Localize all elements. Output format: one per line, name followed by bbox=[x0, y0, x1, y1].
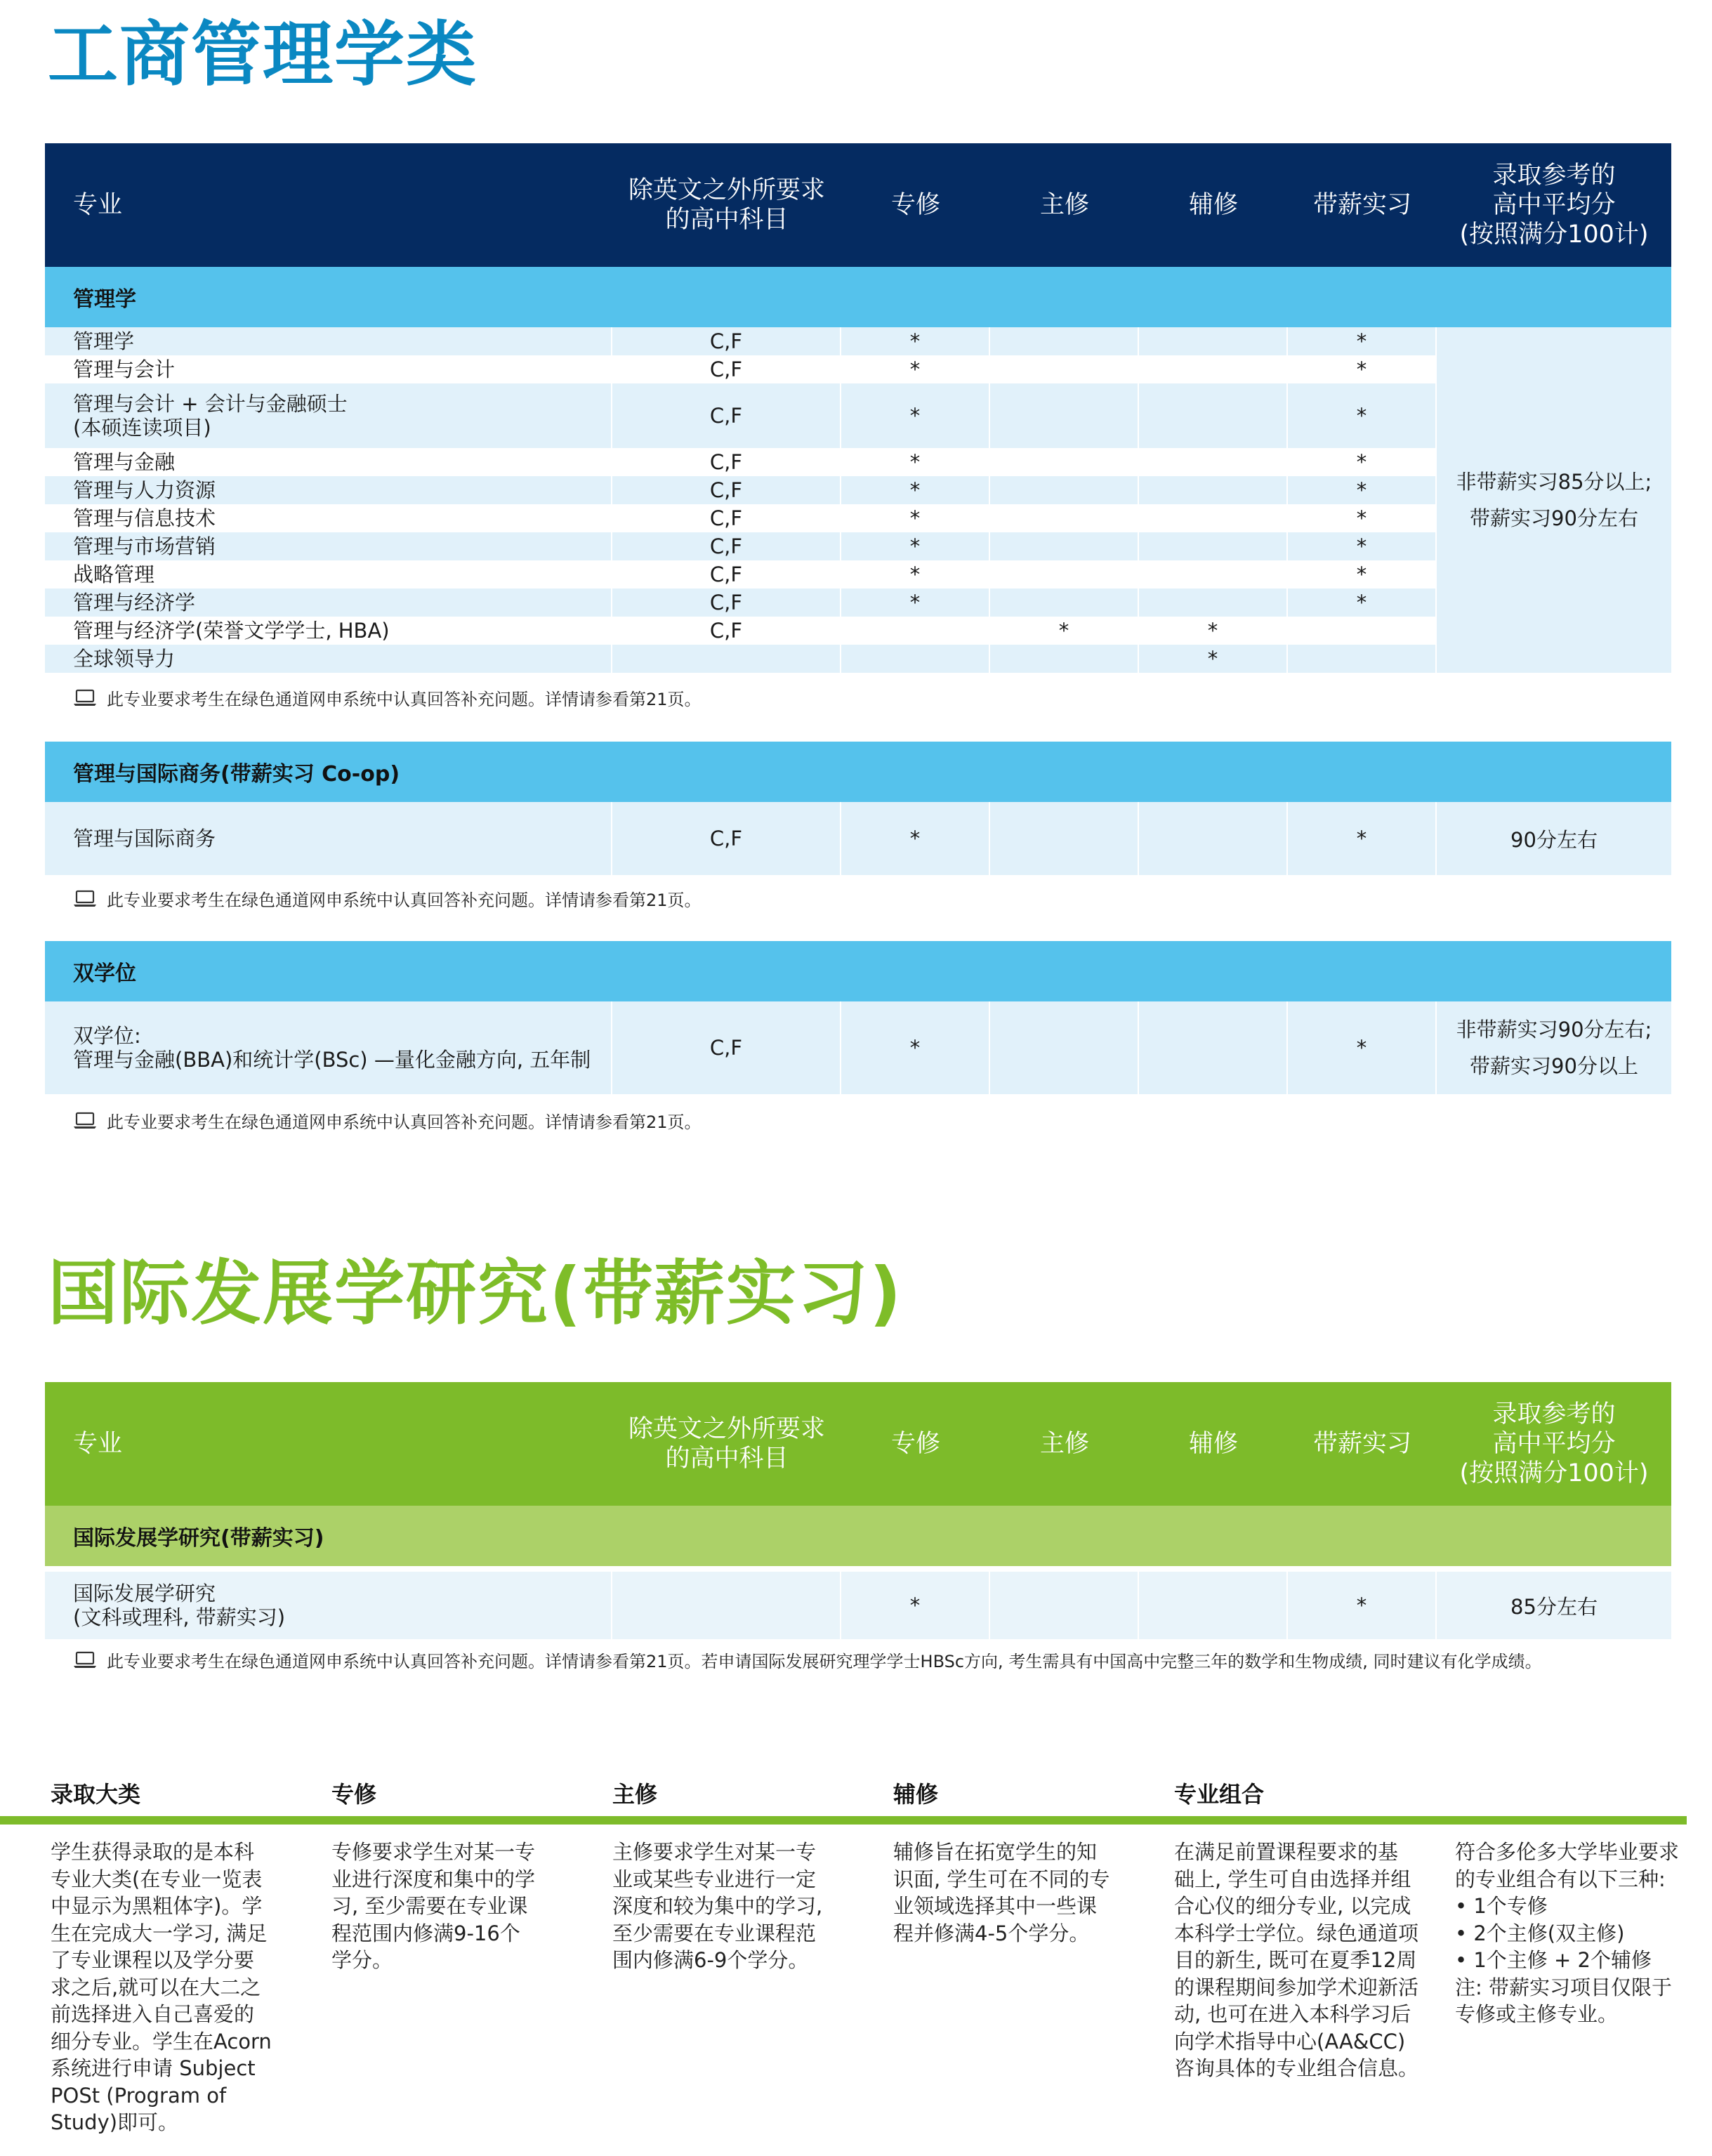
specialist-mark: * bbox=[841, 1572, 990, 1639]
table-row bbox=[45, 560, 1671, 589]
minor-mark bbox=[1139, 802, 1288, 875]
major-mark bbox=[990, 504, 1139, 532]
specialist-mark: * bbox=[841, 532, 990, 560]
group-rows bbox=[45, 327, 1671, 673]
table-row bbox=[45, 1572, 1671, 1639]
major-name: 国际发展学研究 (文科或理科, 带薪实习) bbox=[45, 1572, 612, 1639]
glossary-text: 符合多伦多大学毕业要求 的专业组合有以下三种: • 1个专修 • 2个主修(双主修) • 1个主修 + 2个辅修 注: 带薪实习项目仅限于 专修或主修专业。 bbox=[1455, 1840, 1680, 2026]
coop-mark bbox=[1288, 617, 1437, 645]
laptop-icon bbox=[73, 1651, 97, 1669]
major-name: 管理与会计 bbox=[45, 355, 612, 383]
coop-mark: * bbox=[1288, 327, 1437, 355]
col-header-subjects: 除英文之外所要求 的高中科目 bbox=[628, 176, 825, 234]
minor-mark bbox=[1139, 589, 1288, 617]
note: 此专业要求考生在绿色通道网申系统中认真回答补充问题。详情请参看第21页。 bbox=[73, 886, 702, 911]
coop-mark: * bbox=[1288, 1001, 1437, 1094]
divider bbox=[0, 1816, 1687, 1825]
major-mark bbox=[990, 560, 1139, 589]
minor-mark: * bbox=[1139, 617, 1288, 645]
major-mark: * bbox=[990, 617, 1139, 645]
major-mark bbox=[990, 476, 1139, 504]
score-cell: 非带薪实习90分左右; 带薪实习90分以上 bbox=[1456, 1018, 1652, 1078]
major-mark bbox=[990, 1572, 1139, 1639]
glossary-heading: 录取大类 bbox=[51, 1781, 141, 1808]
minor-mark: * bbox=[1139, 645, 1288, 673]
col-header-coop: 带薪实习 bbox=[1312, 191, 1411, 219]
specialist-mark: * bbox=[841, 560, 990, 589]
major-mark bbox=[990, 1001, 1139, 1094]
col-header-major: 专业 bbox=[73, 1430, 123, 1458]
subjects: C,F bbox=[612, 617, 841, 645]
subjects: C,F bbox=[612, 589, 841, 617]
glossary-heading: 辅修 bbox=[893, 1781, 939, 1808]
score-cell: 90分左右 bbox=[1510, 827, 1598, 852]
subjects: C,F bbox=[612, 383, 841, 448]
table-row bbox=[45, 327, 1671, 355]
major-name: 战略管理 bbox=[45, 560, 612, 589]
minor-mark bbox=[1139, 476, 1288, 504]
subjects: C,F bbox=[612, 448, 841, 476]
subjects bbox=[612, 1572, 841, 1639]
glossary-text: 专修要求学生对某一专 业进行深度和集中的学 习, 至少需要在专业课 程范围内修满9-16个 学分。 bbox=[331, 1840, 536, 1972]
table-row bbox=[45, 532, 1671, 560]
table-row bbox=[45, 1001, 1671, 1094]
coop-mark: * bbox=[1288, 560, 1437, 589]
major-name: 管理与人力资源 bbox=[45, 476, 612, 504]
table-row bbox=[45, 476, 1671, 504]
col-header-subjects: 除英文之外所要求 的高中科目 bbox=[628, 1415, 825, 1473]
minor-mark bbox=[1139, 448, 1288, 476]
minor-mark bbox=[1139, 504, 1288, 532]
table-row bbox=[45, 448, 1671, 476]
coop-mark: * bbox=[1288, 802, 1437, 875]
major-name: 管理与经济学 bbox=[45, 589, 612, 617]
major-mark bbox=[990, 802, 1139, 875]
major-name: 双学位: 管理与金融(BBA)和统计学(BSc) —量化金融方向, 五年制 bbox=[45, 1001, 612, 1094]
coop-mark: * bbox=[1288, 504, 1437, 532]
specialist-mark bbox=[841, 617, 990, 645]
score-cell: 85分左右 bbox=[1510, 1594, 1598, 1619]
table-row bbox=[45, 617, 1671, 645]
col-header-major-program: 主修 bbox=[1039, 191, 1089, 219]
specialist-mark: * bbox=[841, 448, 990, 476]
subjects: C,F bbox=[612, 476, 841, 504]
col-header-coop: 带薪实习 bbox=[1312, 1430, 1411, 1458]
major-name: 管理与国际商务 bbox=[45, 802, 612, 875]
major-name: 管理与经济学(荣誉文学学士, HBA) bbox=[45, 617, 612, 645]
subjects: C,F bbox=[612, 532, 841, 560]
glossary-text: 在满足前置课程要求的基 础上, 学生可自由选择并组 合心仪的细分专业, 以完成 本科学士学位。绿色通道项 目的新生, 既可在夏季12周 的课程期间参加学术迎新活 动, 也可在进入本科学习后 向学术指导中心(AA&CC) 咨询具体的专业组合信息。 bbox=[1174, 1840, 1419, 2080]
col-header-specialist: 专修 bbox=[890, 1430, 940, 1458]
section-title: 国际发展学研究(带薪实习) bbox=[48, 1252, 903, 1334]
specialist-mark: * bbox=[841, 504, 990, 532]
laptop-icon bbox=[73, 890, 97, 908]
col-header-specialist: 专修 bbox=[890, 191, 940, 219]
major-name: 管理与会计 + 会计与金融硕士 (本硕连读项目) bbox=[45, 383, 612, 448]
group-rows bbox=[45, 1572, 1671, 1639]
col-header-minor: 辅修 bbox=[1188, 191, 1238, 219]
major-name: 管理与金融 bbox=[45, 448, 612, 476]
page-title: 工商管理学类 bbox=[48, 13, 478, 96]
minor-mark bbox=[1139, 355, 1288, 383]
specialist-mark: * bbox=[841, 355, 990, 383]
glossary-text: 学生获得录取的是本科 专业大类(在专业一览表 中显示为黑粗体字)。学 生在完成大一学习, 满足 了专业课程以及学分要 求之后,就可以在大二之 前选择进入自己喜爱的 细分专业。学生在Acorn 系统进行申请 Subject POSt (Program of Study)即可。 bbox=[51, 1840, 272, 2134]
glossary-heading: 专修 bbox=[331, 1781, 377, 1808]
col-header-major: 专业 bbox=[73, 191, 123, 219]
glossary-heading: 专业组合 bbox=[1174, 1781, 1265, 1808]
glossary-text: 辅修旨在拓宽学生的知 识面, 学生可在不同的专 业领域选择其中一些课 程并修满4-5个学分。 bbox=[893, 1840, 1110, 1945]
majors-table-header bbox=[45, 143, 1671, 267]
group-header: 管理与国际商务(带薪实习 Co-op) bbox=[45, 742, 1671, 802]
minor-mark bbox=[1139, 1001, 1288, 1094]
minor-mark bbox=[1139, 327, 1288, 355]
major-mark bbox=[990, 327, 1139, 355]
specialist-mark: * bbox=[841, 476, 990, 504]
specialist-mark: * bbox=[841, 589, 990, 617]
minor-mark bbox=[1139, 383, 1288, 448]
table-row bbox=[45, 504, 1671, 532]
specialist-mark: * bbox=[841, 383, 990, 448]
subjects bbox=[612, 645, 841, 673]
laptop-icon bbox=[73, 689, 97, 707]
table-row bbox=[45, 355, 1671, 383]
major-name: 管理学 bbox=[45, 327, 612, 355]
coop-mark: * bbox=[1288, 532, 1437, 560]
subjects: C,F bbox=[612, 1001, 841, 1094]
subjects: C,F bbox=[612, 355, 841, 383]
table-row bbox=[45, 589, 1671, 617]
group-rows bbox=[45, 802, 1671, 875]
specialist-mark bbox=[841, 645, 990, 673]
major-mark bbox=[990, 532, 1139, 560]
group-header: 国际发展学研究(带薪实习) bbox=[45, 1506, 1671, 1566]
group-rows bbox=[45, 1001, 1671, 1094]
table-row bbox=[45, 802, 1671, 875]
subjects: C,F bbox=[612, 802, 841, 875]
major-name: 管理与市场营销 bbox=[45, 532, 612, 560]
coop-mark: * bbox=[1288, 448, 1437, 476]
minor-mark bbox=[1139, 532, 1288, 560]
group-header: 管理学 bbox=[45, 267, 1671, 327]
major-name: 管理与信息技术 bbox=[45, 504, 612, 532]
group-header: 双学位 bbox=[45, 941, 1671, 1001]
glossary-heading: 主修 bbox=[612, 1781, 658, 1808]
coop-mark: * bbox=[1288, 589, 1437, 617]
subjects: C,F bbox=[612, 560, 841, 589]
major-mark bbox=[990, 355, 1139, 383]
specialist-mark: * bbox=[841, 802, 990, 875]
minor-mark bbox=[1139, 560, 1288, 589]
subjects: C,F bbox=[612, 327, 841, 355]
specialist-mark: * bbox=[841, 327, 990, 355]
coop-mark: * bbox=[1288, 383, 1437, 448]
major-mark bbox=[990, 589, 1139, 617]
subjects: C,F bbox=[612, 504, 841, 532]
specialist-mark: * bbox=[841, 1001, 990, 1094]
coop-mark: * bbox=[1288, 1572, 1437, 1639]
coop-mark bbox=[1288, 645, 1437, 673]
minor-mark bbox=[1139, 1572, 1288, 1639]
coop-mark: * bbox=[1288, 476, 1437, 504]
table-row bbox=[45, 645, 1671, 673]
col-header-score: 录取参考的 高中平均分 (按照满分100计) bbox=[1459, 162, 1649, 249]
coop-mark: * bbox=[1288, 355, 1437, 383]
major-mark bbox=[990, 383, 1139, 448]
note: 此专业要求考生在绿色通道网申系统中认真回答补充问题。详情请参看第21页。若申请国际发展研究理学学士HBSc方向, 考生需具有中国高中完整三年的数学和生物成绩, 同时建议有化学成绩。 bbox=[73, 1648, 1542, 1672]
note: 此专业要求考生在绿色通道网申系统中认真回答补充问题。详情请参看第21页。 bbox=[73, 685, 702, 710]
col-header-score: 录取参考的 高中平均分 (按照满分100计) bbox=[1459, 1400, 1649, 1487]
glossary-text: 主修要求学生对某一专 业或某些专业进行一定 深度和较为集中的学习, 至少需要在专业课程范 围内修满6-9个学分。 bbox=[612, 1840, 823, 1972]
laptop-icon bbox=[73, 1112, 97, 1130]
major-mark bbox=[990, 448, 1139, 476]
note: 此专业要求考生在绿色通道网申系统中认真回答补充问题。详情请参看第21页。 bbox=[73, 1108, 702, 1133]
col-header-major-program: 主修 bbox=[1039, 1430, 1089, 1458]
score-cell: 非带薪实习85分以上; 带薪实习90分左右 bbox=[1437, 327, 1671, 673]
glossary-headings bbox=[51, 1777, 1708, 1808]
col-header-minor: 辅修 bbox=[1188, 1430, 1238, 1458]
majors-table-header bbox=[45, 1382, 1671, 1506]
major-name: 全球领导力 bbox=[45, 645, 612, 673]
major-mark bbox=[990, 645, 1139, 673]
table-row bbox=[45, 383, 1671, 448]
